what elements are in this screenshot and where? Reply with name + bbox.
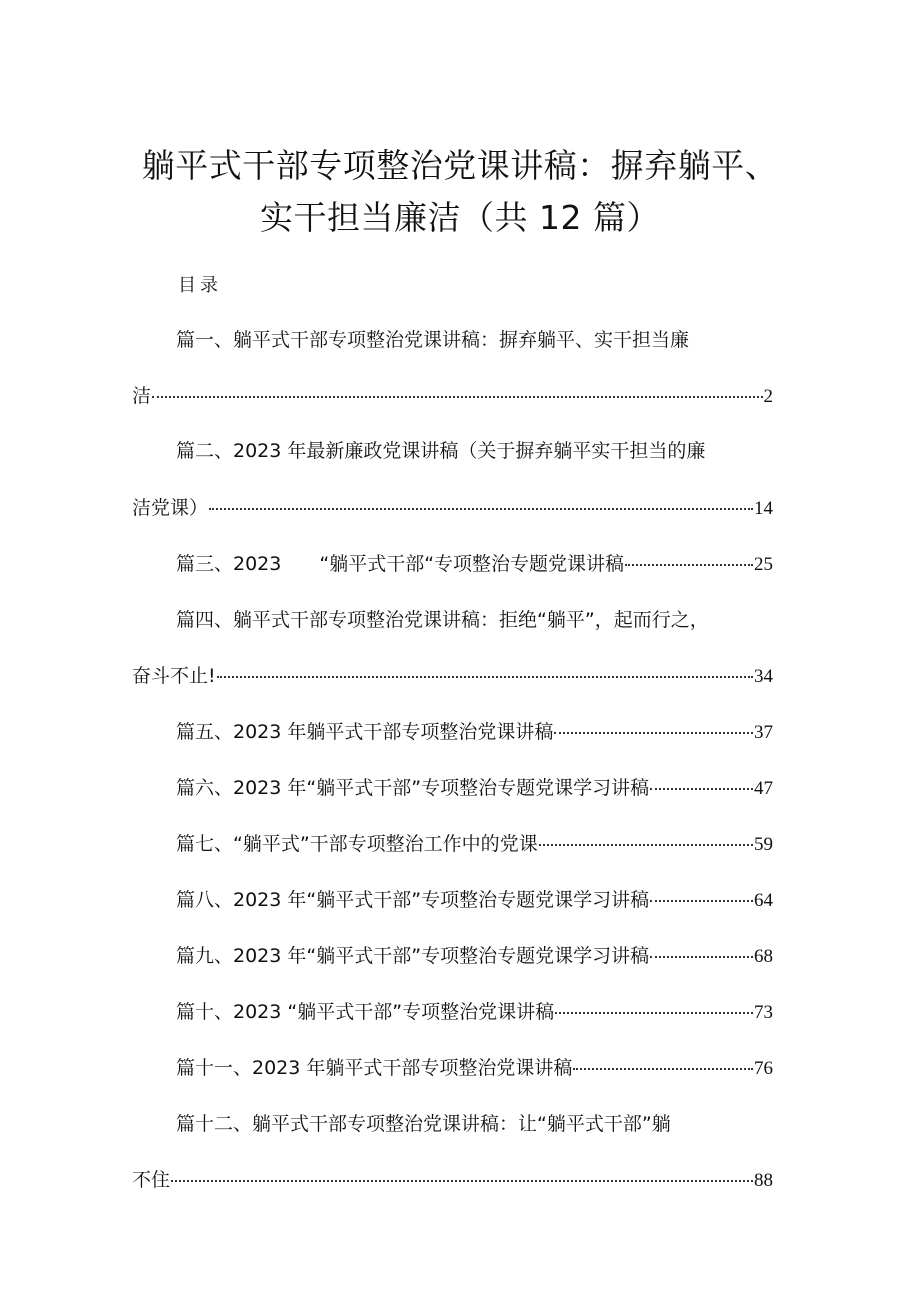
toc-entry-2[interactable] [132, 493, 773, 520]
toc-dot-leader [539, 844, 753, 846]
toc-entry-6[interactable] [176, 773, 773, 800]
toc-dot-leader [171, 1180, 753, 1182]
toc-entry-1-line-1[interactable] [176, 325, 689, 352]
toc-entry-9[interactable] [176, 941, 773, 968]
toc-entry-title: 篇五、2023 年躺平式干部专项整治党课讲稿 [176, 721, 554, 743]
toc-dot-leader [650, 788, 753, 790]
toc-dot-leader [625, 564, 753, 566]
toc-entry-10[interactable] [176, 997, 773, 1024]
toc-entry-8[interactable] [176, 885, 773, 912]
toc-dot-leader [217, 676, 753, 678]
toc-page-number: 73 [754, 1002, 773, 1023]
document-title [60, 140, 860, 244]
toc-entry-title: 篇二、2023 年最新廉政党课讲稿（关于摒弃躺平实干担当的廉 [176, 440, 706, 462]
title-line-1: 躺平式干部专项整治党课讲稿：摒弃躺平、 [141, 146, 779, 185]
toc-entry-title: 篇七、“躺平式”干部专项整治工作中的党课 [176, 833, 538, 855]
toc-entry-title: 篇九、2023 年“躺平式干部”专项整治专题党课学习讲稿 [176, 945, 650, 967]
toc-entry-title: 篇八、2023 年“躺平式干部”专项整治专题党课学习讲稿 [176, 889, 650, 911]
toc-page-number: 14 [754, 498, 773, 519]
toc-dot-leader [152, 396, 762, 398]
toc-entry-title: 篇四、躺平式干部专项整治党课讲稿：拒绝“躺平”，起而行之， [176, 609, 709, 631]
toc-entry-5[interactable] [176, 717, 773, 744]
toc-entry-title: 洁 [132, 385, 152, 407]
toc-entry-title: 奋斗不止! [132, 665, 216, 687]
toc-entry-12[interactable] [132, 1165, 773, 1192]
toc-page-number: 37 [754, 722, 773, 743]
toc-entry-title: 篇十二、躺平式干部专项整治党课讲稿：让“躺平式干部”躺 [176, 1113, 671, 1135]
toc-dot-leader [650, 900, 753, 902]
toc-dot-leader [650, 956, 753, 958]
toc-entry-title: 不住 [132, 1169, 171, 1191]
toc-page-number: 59 [754, 834, 773, 855]
toc-entry-title: 篇三、2023 “躺平式干部“专项整治专题党课讲稿 [176, 553, 625, 575]
toc-entry-4[interactable] [132, 661, 773, 688]
toc-entry-title: 篇六、2023 年“躺平式干部”专项整治专题党课学习讲稿 [176, 777, 650, 799]
toc-page-number: 2 [763, 386, 773, 407]
toc-page-number: 34 [754, 666, 773, 687]
toc-entry-title: 篇一、躺平式干部专项整治党课讲稿：摒弃躺平、实干担当廉 [176, 329, 690, 351]
toc-dot-leader [573, 1068, 753, 1070]
toc-entry-title: 篇十一、2023 年躺平式干部专项整治党课讲稿 [176, 1057, 573, 1079]
toc-entry-3[interactable] [176, 549, 773, 576]
title-line-2: 实干担当廉洁（共 12 篇） [260, 198, 660, 237]
toc-page-number: 68 [754, 946, 773, 967]
toc-entry-2-line-1[interactable] [176, 436, 705, 463]
toc-entry-7[interactable] [176, 829, 773, 856]
toc-page-number: 88 [754, 1170, 773, 1191]
toc-entry-4-line-1[interactable] [176, 605, 709, 632]
toc-dot-leader [554, 732, 753, 734]
toc-entry-11[interactable] [176, 1053, 773, 1080]
toc-entry-1[interactable] [132, 381, 773, 408]
toc-entry-12-line-1[interactable] [176, 1109, 671, 1136]
toc-page-number: 64 [754, 890, 773, 911]
toc-entry-title: 洁党课） [132, 497, 209, 519]
toc-page-number: 47 [754, 778, 773, 799]
toc-page-number: 25 [754, 554, 773, 575]
toc-heading: 目录 [178, 275, 222, 296]
toc-page-number: 76 [754, 1058, 773, 1079]
toc-entry-title: 篇十、2023 “躺平式干部”专项整治党课讲稿 [176, 1001, 555, 1023]
toc-dot-leader [209, 508, 753, 510]
toc-dot-leader [555, 1012, 753, 1014]
